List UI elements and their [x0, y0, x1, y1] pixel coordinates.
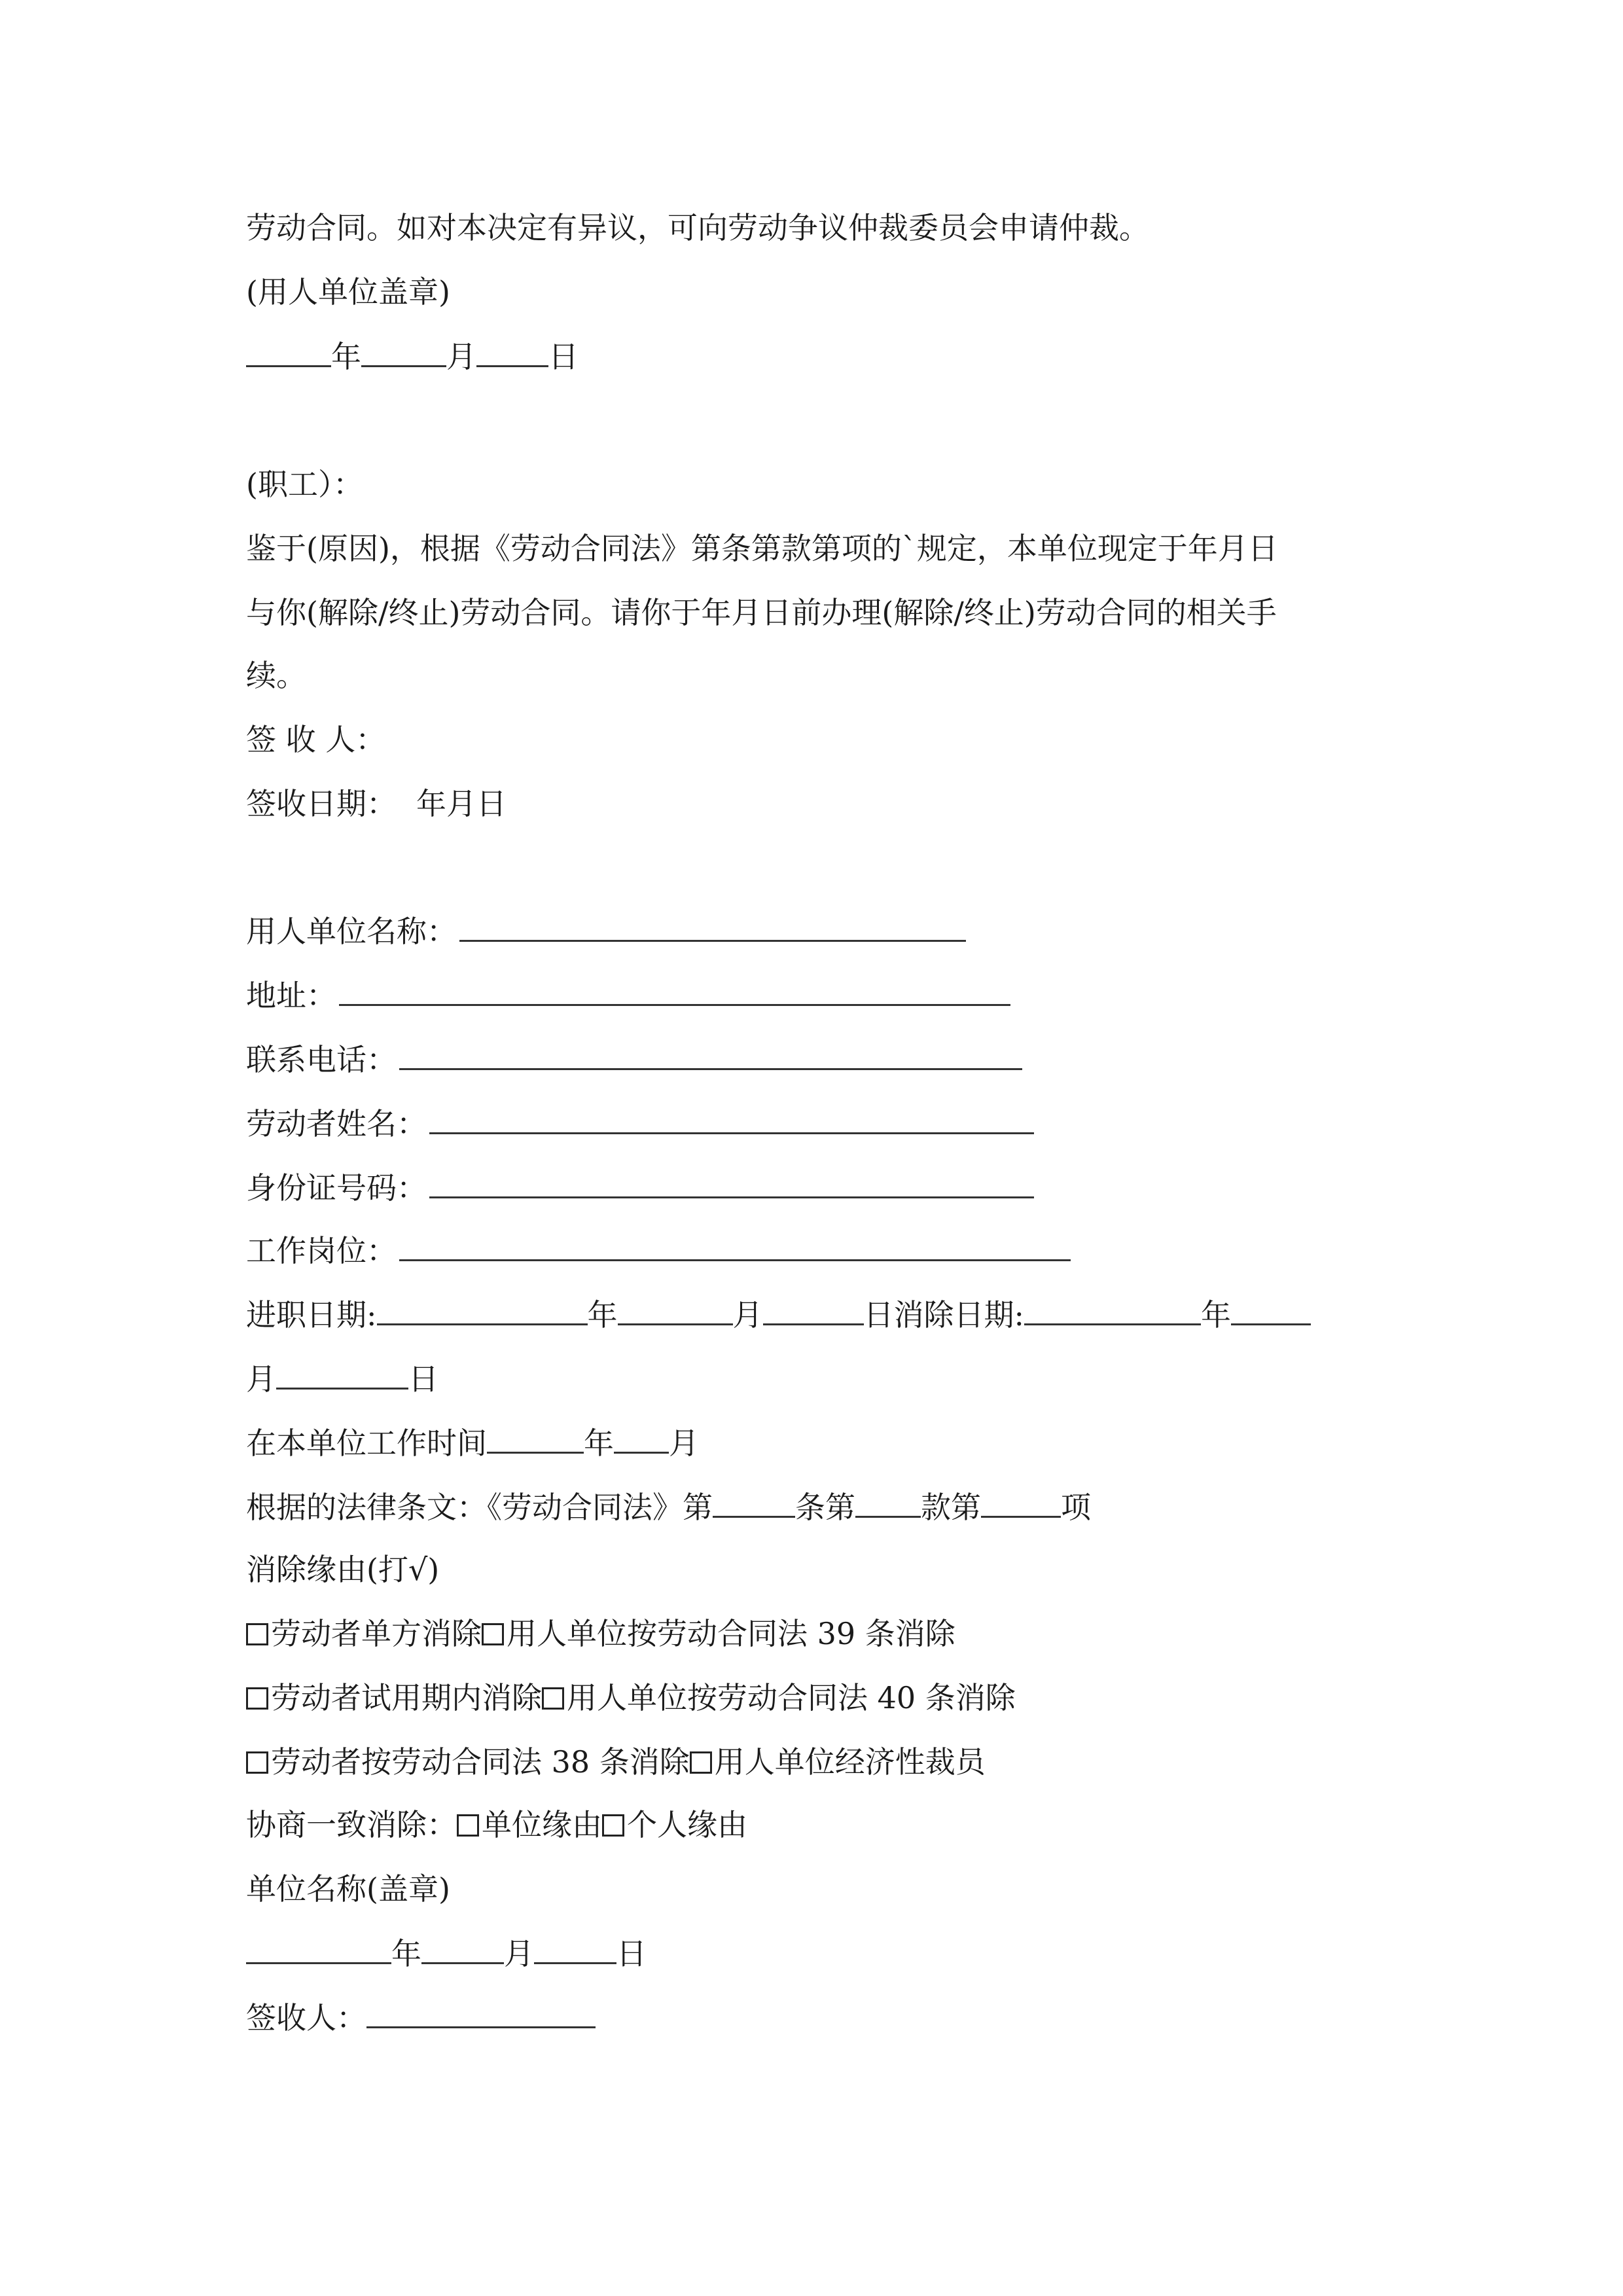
phone-field[interactable] [399, 1039, 1022, 1070]
day-label: 日 [616, 1936, 647, 1971]
worker-name-field[interactable] [429, 1103, 1034, 1134]
work-time-row [246, 1423, 699, 1462]
employer-name-row [246, 911, 966, 950]
entry-day-field[interactable] [763, 1295, 864, 1325]
position-row [246, 1230, 1071, 1270]
entry-date-label: 进职日期: [246, 1297, 377, 1333]
worker-name-label: 劳动者姓名： [246, 1106, 427, 1141]
paragraph-line: 劳动合同。如对本决定有异议，可向劳动争议仲裁委员会申请仲裁。 [246, 210, 1149, 245]
year-label: 年 [391, 1936, 421, 1971]
month-label: 月 [446, 339, 476, 374]
mutual-label: 协商一致消除： [246, 1807, 457, 1842]
reason-options-row [246, 1614, 955, 1653]
signer2-field[interactable] [366, 1998, 596, 2028]
blank-month[interactable] [361, 336, 446, 367]
month-label: 月 [669, 1426, 699, 1461]
address-label: 地址： [246, 978, 336, 1013]
employer-name-field[interactable] [459, 911, 966, 942]
phone-row [246, 1039, 1022, 1079]
unit-seal: 单位名称(盖章) [246, 1871, 450, 1907]
checkbox[interactable] [246, 1751, 268, 1774]
blank-day[interactable] [476, 336, 548, 367]
mutual-row [246, 1805, 747, 1844]
id-row [246, 1168, 1034, 1207]
option-label: 用人单位按劳动合同法 39 条消除 [507, 1616, 955, 1651]
option-label: 个人缘由 [627, 1807, 747, 1842]
option-label: 劳动者试用期内消除 [271, 1680, 542, 1715]
notice-body-line: 鉴于(原因)，根据《劳动合同法》第条第款第项的`规定，本单位现定于年月日 [246, 531, 1278, 566]
sign-date-line [246, 784, 507, 823]
cancel-day-field[interactable] [276, 1359, 408, 1390]
final-month-field[interactable] [421, 1933, 504, 1964]
year-label: 年 [587, 1297, 618, 1333]
work-time-label: 在本单位工作时间 [246, 1426, 487, 1461]
entry-month-field[interactable] [618, 1295, 733, 1325]
option-label: 单位缘由 [482, 1807, 602, 1842]
cancel-date-label: 日消除日期: [863, 1297, 1024, 1333]
option-label: 用人单位经济性裁员 [714, 1744, 986, 1780]
sign-date-label: 签收日期： [246, 786, 397, 821]
checkbox[interactable] [690, 1751, 712, 1774]
reason-options-row [246, 1678, 1016, 1717]
month-label: 月 [246, 1361, 276, 1397]
year-label: 年 [1201, 1297, 1231, 1333]
id-field[interactable] [429, 1168, 1034, 1198]
article-field[interactable] [713, 1487, 795, 1518]
final-year-field[interactable] [246, 1933, 391, 1964]
reason-label: 消除缘由(打√) [246, 1552, 440, 1587]
option-label: 劳动者单方消除 [271, 1616, 482, 1651]
id-label: 身份证号码： [246, 1170, 427, 1206]
day-label: 日 [548, 339, 579, 374]
position-field[interactable] [399, 1230, 1071, 1261]
final-date-row [246, 1933, 647, 1973]
date-line [246, 336, 579, 376]
work-months-field[interactable] [614, 1423, 669, 1454]
checkbox[interactable] [246, 1687, 268, 1710]
month-label: 月 [732, 1297, 763, 1333]
seal-line: (用人单位盖章) [246, 274, 450, 310]
sign-date-value: 年月日 [416, 786, 507, 821]
item-field[interactable] [981, 1487, 1061, 1518]
checkbox[interactable] [482, 1623, 504, 1645]
year-label: 年 [584, 1426, 614, 1461]
position-label: 工作岗位： [246, 1233, 397, 1268]
notice-body-line: 续。 [246, 658, 306, 693]
item-suffix: 项 [1061, 1490, 1091, 1525]
addressee: (职工）： [246, 467, 363, 502]
law-basis-label: 根据的法律条文：《劳动合同法》第 [246, 1490, 713, 1525]
day-label: 日 [408, 1361, 438, 1397]
employer-name-label: 用人单位名称： [246, 914, 457, 949]
clause-field[interactable] [855, 1487, 921, 1518]
phone-label: 联系电话： [246, 1042, 397, 1077]
reason-options-row [246, 1742, 986, 1782]
checkbox[interactable] [602, 1814, 624, 1837]
year-label: 年 [331, 339, 361, 374]
address-field[interactable] [339, 975, 1010, 1006]
signer-label: 签 收 人： [246, 722, 386, 757]
entry-year-field[interactable] [377, 1295, 588, 1325]
address-row [246, 975, 1010, 1014]
cancel-date-cont-row [246, 1359, 438, 1398]
article-suffix: 条第 [795, 1490, 855, 1525]
cancel-year-field[interactable] [1024, 1295, 1201, 1325]
option-label: 劳动者按劳动合同法 38 条消除 [271, 1744, 690, 1780]
checkbox[interactable] [457, 1814, 479, 1837]
clause-suffix: 款第 [921, 1490, 981, 1525]
month-label: 月 [504, 1936, 534, 1971]
signer2-row [246, 1998, 596, 2037]
law-basis-row [246, 1487, 1091, 1526]
signer2-label: 签收人： [246, 2000, 366, 2036]
entry-cancel-date-row [246, 1295, 1311, 1334]
option-label: 用人单位按劳动合同法 40 条消除 [567, 1680, 1016, 1715]
final-day-field[interactable] [534, 1933, 616, 1964]
checkbox[interactable] [246, 1623, 268, 1645]
cancel-month-field[interactable] [1231, 1295, 1311, 1325]
blank-year[interactable] [246, 336, 331, 367]
work-years-field[interactable] [487, 1423, 584, 1454]
notice-body-line: 与你(解除/终止)劳动合同。请你于年月日前办理(解除/终止)劳动合同的相关手 [246, 595, 1277, 630]
worker-name-row [246, 1103, 1034, 1143]
checkbox[interactable] [542, 1687, 564, 1710]
